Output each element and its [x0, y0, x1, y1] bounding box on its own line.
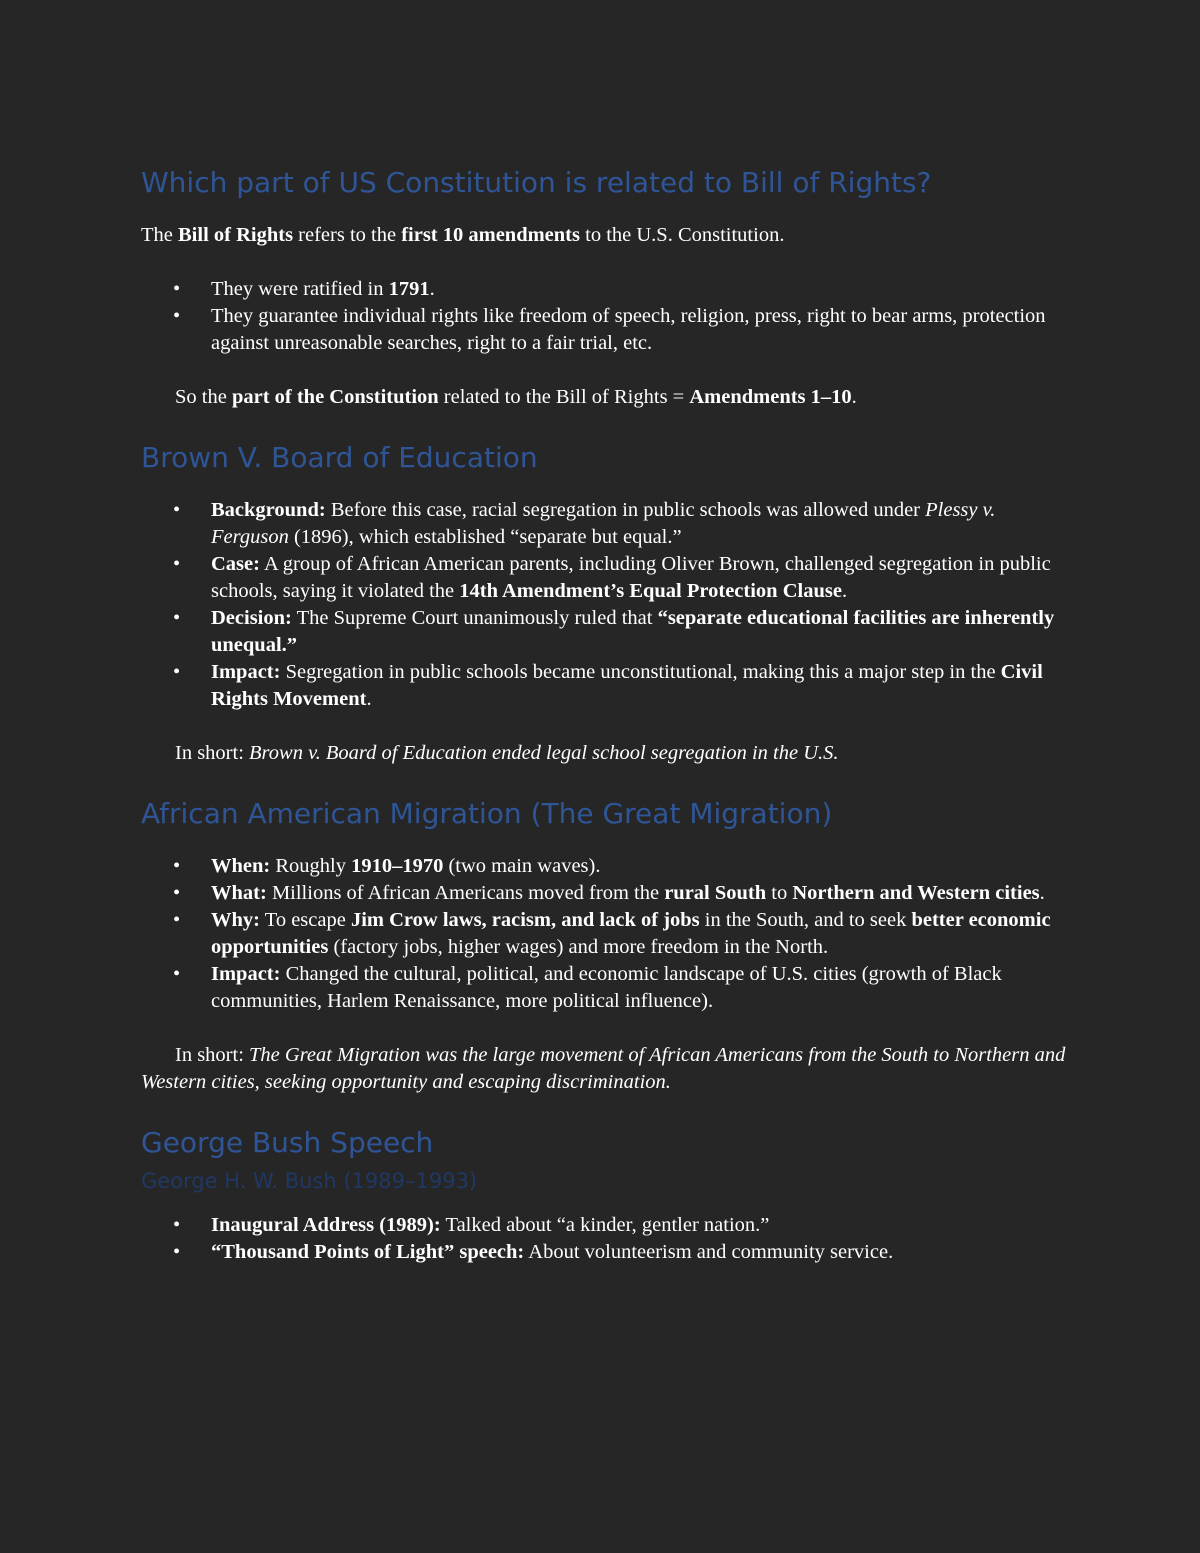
brown-short-paragraph: In short: Brown v. Board of Education ended legal school segregation in the U.S.: [175, 742, 839, 764]
bullet-icon: •: [173, 661, 181, 683]
bullet-icon: •: [173, 278, 181, 300]
bullet-icon: •: [173, 499, 181, 521]
bullet-icon: •: [173, 882, 181, 904]
heading-brown-v-board: Brown V. Board of Education: [141, 441, 538, 474]
list-item: • They guarantee individual rights like freedom of speech, religion, press, right to bear arms, protection against unreasonable searches, right to a fair trial, etc.: [173, 305, 1046, 354]
list-item: • When: Roughly 1910–1970 (two main waves).: [211, 853, 1066, 880]
list-item: • They were ratified in 1791.: [211, 276, 1066, 303]
bullet-icon: •: [173, 909, 181, 931]
migration-short-paragraph: In short: The Great Migration was the large movement of African Americans from the South to Northern and Western cities, seeking opportunity and escaping discrimination.: [141, 1044, 1066, 1093]
bullet-icon: •: [173, 1241, 181, 1263]
heading-bill-of-rights: Which part of US Constitution is related to Bill of Rights?: [141, 166, 932, 199]
bullet-icon: •: [173, 855, 181, 877]
list-item: • Inaugural Address (1989): Talked about “a kinder, gentler nation.”: [211, 1212, 1066, 1239]
bullet-icon: •: [173, 607, 181, 629]
bill-bullet-list: [141, 276, 1066, 357]
list-item: • Why: To escape Jim Crow laws, racism, and lack of jobs in the South, and to seek better economic opportunities (factory jobs, higher wages) and more freedom in the North.: [173, 909, 1051, 958]
list-item: • “Thousand Points of Light” speech: About volunteerism and community service.: [211, 1239, 1066, 1266]
bill-summary-paragraph: So the part of the Constitution related to the Bill of Rights = Amendments 1–10.: [175, 386, 857, 408]
bullet-icon: •: [173, 305, 181, 327]
heading-great-migration: African American Migration (The Great Migration): [141, 797, 833, 830]
bill-intro-paragraph: The Bill of Rights refers to the first 10 amendments to the U.S. Constitution.: [141, 224, 785, 246]
bullet-icon: •: [173, 963, 181, 985]
bush-bullet-list: [141, 1212, 1066, 1266]
list-item: • Impact: Changed the cultural, political, and economic landscape of U.S. cities (growth of Black communities, Harlem Renaissance, more political influence).: [173, 963, 1002, 1012]
brown-bullet-list: [141, 497, 1066, 713]
document-content: [141, 160, 1066, 1266]
list-item: • Background: Before this case, racial segregation in public schools was allowed under Plessy v. Ferguson (1896), which established “separate but equal.”: [173, 499, 996, 548]
list-item: • Case: A group of African American parents, including Oliver Brown, challenged segregation in public schools, saying it violated the 14th Amendment’s Equal Protection Clause.: [173, 553, 1051, 602]
list-item: • Impact: Segregation in public schools became unconstitutional, making this a major step in the Civil Rights Movement.: [173, 661, 1043, 710]
subheading-george-hw-bush: George H. W. Bush (1989–1993): [141, 1169, 478, 1193]
list-item: • Decision: The Supreme Court unanimously ruled that “separate educational facilities are inherently unequal.”: [173, 607, 1055, 656]
bullet-icon: •: [173, 1214, 181, 1236]
migration-bullet-list: [141, 853, 1066, 1015]
heading-george-bush-speech: George Bush Speech: [141, 1126, 434, 1159]
bullet-icon: •: [173, 553, 181, 575]
list-item: • What: Millions of African Americans moved from the rural South to Northern and Western cities.: [211, 880, 1066, 907]
